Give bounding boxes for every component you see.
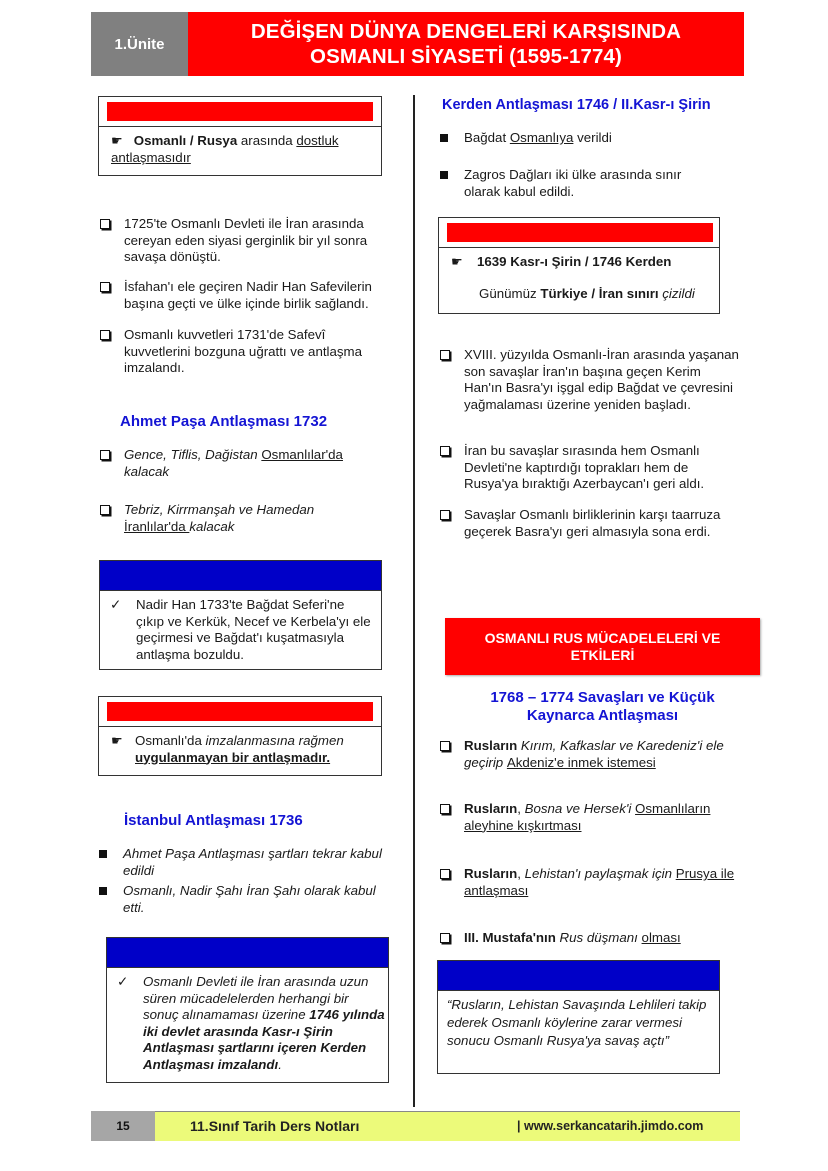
hand-pointer-icon: ☛ bbox=[451, 254, 463, 269]
list-item-text: 1725'te Osmanlı Devleti ile İran arasında cereyan eden siyasi gerginlik bir yıl sonra savaşa dönüştü. bbox=[124, 216, 368, 264]
note-box-not-applied bbox=[98, 696, 382, 776]
list-item-text: Zagros Dağları iki ülke arasında sınır olarak kabul edildi. bbox=[464, 167, 682, 199]
list-item bbox=[100, 279, 390, 312]
hand-pointer-icon: ☛ bbox=[111, 733, 123, 748]
footer-course-title: 11.Sınıf Tarih Ders Notları bbox=[190, 1118, 360, 1134]
unit-label bbox=[91, 12, 188, 76]
checkbox-bullet-icon bbox=[440, 507, 464, 540]
checkbox-bullet-icon bbox=[100, 327, 124, 377]
checkbox-bullet-icon bbox=[440, 738, 464, 771]
note-bold: Osmanlı / Rusya bbox=[133, 133, 238, 148]
list-item-text: Tebriz, Kirrmanşah ve Hamedan İranlılar'da kalacak bbox=[124, 502, 315, 534]
note-underline: dostluk antlaşmasıdır bbox=[111, 133, 339, 165]
note-text: ✓ Osmanlı Devleti ile İran arasında uzun süren mücadelelerden herhangi bir sonuç alınamaması üzerine 1746 yılında iki devlet arasında Kasr-ı Şirin Antlaşması şartlarını içeren Kerden Antlaşması imzalandı. bbox=[117, 974, 385, 1072]
list-item bbox=[440, 801, 740, 834]
box-separator bbox=[439, 247, 719, 248]
note-line-1: ☛ 1639 Kasr-ı Şirin / 1746 Kerden bbox=[451, 254, 672, 269]
square-bullet-icon bbox=[99, 883, 123, 916]
list-item-text: İran bu savaşlar sırasında hem Osmanlı Devleti'ne kaptırdığı toprakları hem de Rusya'ya bıraktığı Azerbaycan'ı geri aldı. bbox=[464, 443, 705, 491]
checkbox-bullet-icon bbox=[440, 347, 464, 413]
checkmark-icon: ✓ bbox=[110, 597, 122, 612]
checkbox-bullet-icon bbox=[100, 216, 124, 266]
note-text: ✓ Nadir Han 1733'te Bağdat Seferi'ne çıkıp ve Kerkük, Necef ve Kerbela'yı ele geçirmesi ve Bağdat'ı kuşatmasıyla antlaşma bozuldu. bbox=[110, 597, 371, 662]
list-item-text: XVIII. yüzyılda Osmanlı-İran arasında yaşanan son savaşlar İran'ın başına geçen Kerim Han'ın Basra'yı işgal edip Bağdat ve çevresini yağmalaması üzerine yeniden başladı. bbox=[464, 347, 739, 412]
list-item bbox=[440, 347, 740, 413]
hand-pointer-icon: ☛ bbox=[111, 133, 123, 148]
checkbox-bullet-icon bbox=[440, 801, 464, 834]
note-box-kerden-signed bbox=[106, 937, 389, 1083]
note-box-war-quote bbox=[437, 960, 720, 1074]
unit-text: 1.Ünite bbox=[114, 35, 165, 53]
list-item bbox=[440, 866, 740, 899]
list-item-text: Bağdat Osmanlıya verildi bbox=[464, 130, 612, 145]
section-heading-kerden: Kerden Antlaşması 1746 / II.Kasr-ı Şirin bbox=[442, 97, 711, 113]
list-item bbox=[440, 507, 730, 540]
list-item bbox=[100, 502, 390, 535]
blue-bar bbox=[107, 938, 388, 968]
section-banner-ottoman-russian: OSMANLI RUS MÜCADELELERİ VE ETKİLERİ bbox=[445, 618, 760, 675]
note-plain: arasında bbox=[237, 133, 297, 148]
list-item bbox=[99, 846, 394, 879]
red-bar bbox=[107, 702, 373, 721]
list-item bbox=[440, 443, 740, 493]
note-line-2: Günümüz Türkiye / İran sınırı çizildi bbox=[479, 286, 695, 301]
list-item-text: Savaşlar Osmanlı birliklerinin karşı taarruza geçerek Basra'yı geri almasıyla sona erdi. bbox=[464, 507, 721, 539]
footer-website-link[interactable]: | www.serkancatarih.jimdo.com bbox=[517, 1119, 704, 1133]
square-bullet-icon bbox=[440, 167, 464, 200]
list-item bbox=[440, 930, 740, 948]
checkmark-icon: ✓ bbox=[117, 974, 129, 989]
page-title bbox=[188, 12, 744, 76]
box-separator bbox=[99, 126, 381, 127]
section-heading-ahmet-pasa: Ahmet Paşa Antlaşması 1732 bbox=[120, 413, 328, 430]
note-box-russia-friendship bbox=[98, 96, 382, 176]
list-item bbox=[100, 216, 390, 266]
page-title-line2: OSMANLI SİYASETİ (1595-1774) bbox=[310, 45, 622, 68]
note-box-border-drawn bbox=[438, 217, 720, 314]
red-bar bbox=[447, 223, 713, 242]
red-bar bbox=[107, 102, 373, 121]
section-heading-istanbul: İstanbul Antlaşması 1736 bbox=[124, 812, 303, 829]
checkbox-bullet-icon bbox=[440, 443, 464, 493]
checkbox-bullet-icon bbox=[100, 447, 124, 480]
quote-text: “Rusların, Lehistan Savaşında Lehlileri takip ederek Osmanlı köylerine zarar vermesi sonucu Osmanlı Rusya'ya savaş açtı” bbox=[447, 997, 707, 1048]
checkbox-bullet-icon bbox=[440, 866, 464, 899]
list-item-text: Rusların Kırım, Kafkaslar ve Karedeniz'i ele geçirip Akdeniz'e inmek istemesi bbox=[464, 738, 724, 770]
page-number: 15 bbox=[91, 1111, 155, 1141]
list-item-text: Gence, Tiflis, Dağistan Osmanlılar'da kalacak bbox=[124, 447, 343, 479]
blue-bar bbox=[438, 961, 719, 991]
list-item-text: Ahmet Paşa Antlaşması şartları tekrar kabul edildi bbox=[123, 846, 382, 878]
note-text bbox=[111, 133, 373, 166]
checkbox-bullet-icon bbox=[440, 930, 464, 948]
list-item-text: Osmanlı kuvvetleri 1731'de Safevî kuvvetlerini bozguna uğrattı ve antlaşma imzalandı. bbox=[124, 327, 363, 375]
list-item-text: III. Mustafa'nın Rus düşmanı olması bbox=[464, 930, 681, 945]
page-title-line1: DEĞİŞEN DÜNYA DENGELERİ KARŞISINDA bbox=[250, 20, 682, 43]
square-bullet-icon bbox=[440, 130, 464, 147]
checkbox-bullet-icon bbox=[100, 279, 124, 312]
list-item-text: İsfahan'ı ele geçiren Nadir Han Safevilerin başına geçti ve ülke içinde birlik sağlandı. bbox=[124, 279, 372, 311]
list-item bbox=[100, 327, 390, 377]
list-item-text: Rusların, Bosna ve Hersek'i Osmanlıların aleyhine kışkırtması bbox=[464, 801, 711, 833]
section-heading-kucuk-kaynarca: 1768 – 1774 Savaşları ve Küçük Kaynarca Antlaşması bbox=[490, 689, 715, 724]
list-item-text: Osmanlı, Nadir Şahı İran Şahı olarak kabul etti. bbox=[123, 883, 376, 915]
blue-bar bbox=[100, 561, 381, 591]
list-item bbox=[99, 883, 394, 916]
list-item bbox=[440, 130, 740, 147]
note-box-treaty-broken bbox=[99, 560, 382, 670]
note-text: ☛ Osmanlı'da imzalanmasına rağmen uygulanmayan bir antlaşmadır. bbox=[111, 733, 344, 765]
box-separator bbox=[99, 726, 381, 727]
checkbox-bullet-icon bbox=[100, 502, 124, 535]
list-item bbox=[440, 167, 720, 200]
list-item-text: Rusların, Lehistan'ı paylaşmak için Prusya ile antlaşması bbox=[464, 866, 735, 898]
list-item bbox=[440, 738, 740, 771]
square-bullet-icon bbox=[99, 846, 123, 879]
list-item bbox=[100, 447, 390, 480]
column-divider bbox=[413, 95, 415, 1107]
